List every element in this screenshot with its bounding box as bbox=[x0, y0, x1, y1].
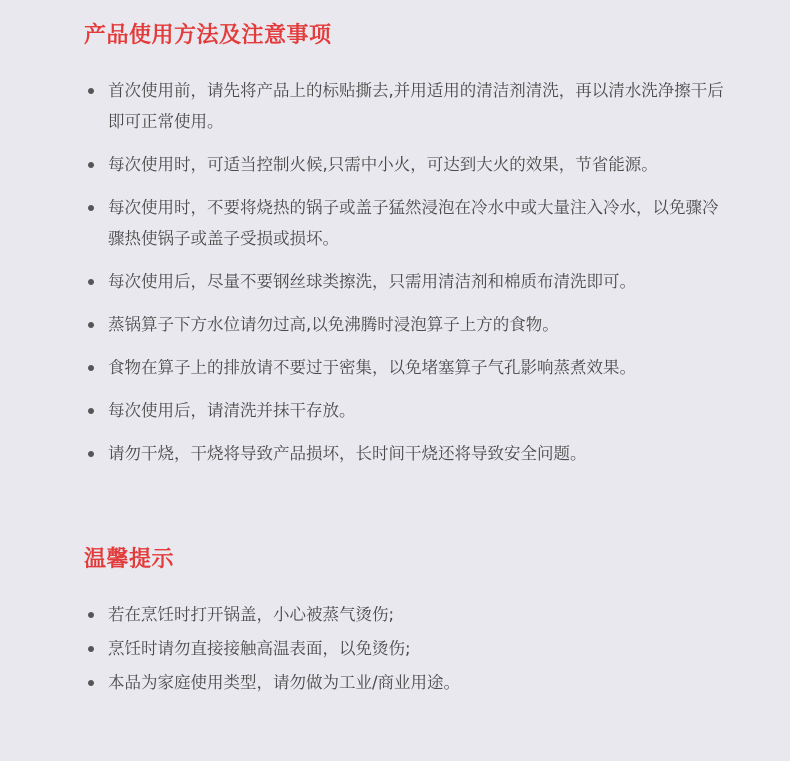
bullet-icon bbox=[88, 451, 94, 457]
bullet-icon bbox=[88, 162, 94, 168]
list-item bbox=[84, 309, 724, 340]
usage-section-title: 产品使用方法及注意事项 bbox=[84, 23, 332, 48]
list-item-text: 每次使用时，不要将烧热的锅子或盖子猛然浸泡在冷水中或大量注入冷水，以免骤冷骤热使锅子或盖子受损或损坏。 bbox=[108, 198, 719, 248]
list-item bbox=[84, 395, 724, 426]
list-item-text: 每次使用时，可适当控制火候,只需中小火，可达到大火的效果，节省能源。 bbox=[108, 155, 658, 174]
list-item bbox=[84, 352, 724, 383]
bullet-icon bbox=[88, 612, 94, 618]
list-item-text: 首次使用前，请先将产品上的标贴撕去,并用适用的清洁剂清洗，再以清水洗净擦干后即可正常使用。 bbox=[108, 81, 724, 131]
list-item bbox=[84, 266, 724, 297]
tips-section-title: 温馨提示 bbox=[84, 547, 175, 572]
list-item-text: 若在烹饪时打开锅盖，小心被蒸气烫伤; bbox=[108, 605, 395, 624]
list-item bbox=[84, 600, 724, 630]
list-item-text: 本品为家庭使用类型，请勿做为工业/商业用途。 bbox=[108, 673, 461, 692]
bullet-icon bbox=[88, 680, 94, 686]
bullet-icon bbox=[88, 322, 94, 328]
list-item-text: 食物在算子上的排放请不要过于密集，以免堵塞算子气孔影响蒸煮效果。 bbox=[108, 358, 636, 377]
list-item bbox=[84, 75, 724, 137]
list-item bbox=[84, 192, 724, 254]
list-item bbox=[84, 668, 724, 698]
list-item bbox=[84, 149, 724, 180]
list-item bbox=[84, 438, 724, 469]
list-item-text: 每次使用后，尽量不要钢丝球类擦洗，只需用清洁剂和棉质布清洗即可。 bbox=[108, 272, 636, 291]
bullet-icon bbox=[88, 205, 94, 211]
usage-list bbox=[84, 75, 724, 481]
tips-list bbox=[84, 600, 724, 702]
list-item-text: 蒸锅算子下方水位请勿过高,以免沸腾时浸泡算子上方的食物。 bbox=[108, 315, 559, 334]
bullet-icon bbox=[88, 279, 94, 285]
list-item-text: 请勿干烧，干烧将导致产品损坏，长时间干烧还将导致安全问题。 bbox=[108, 444, 587, 463]
bullet-icon bbox=[88, 408, 94, 414]
list-item bbox=[84, 634, 724, 664]
bullet-icon bbox=[88, 365, 94, 371]
bullet-icon bbox=[88, 646, 94, 652]
bullet-icon bbox=[88, 88, 94, 94]
list-item-text: 烹饪时请勿直接接触高温表面，以免烫伤; bbox=[108, 639, 411, 658]
list-item-text: 每次使用后，请清洗并抹干存放。 bbox=[108, 401, 356, 420]
